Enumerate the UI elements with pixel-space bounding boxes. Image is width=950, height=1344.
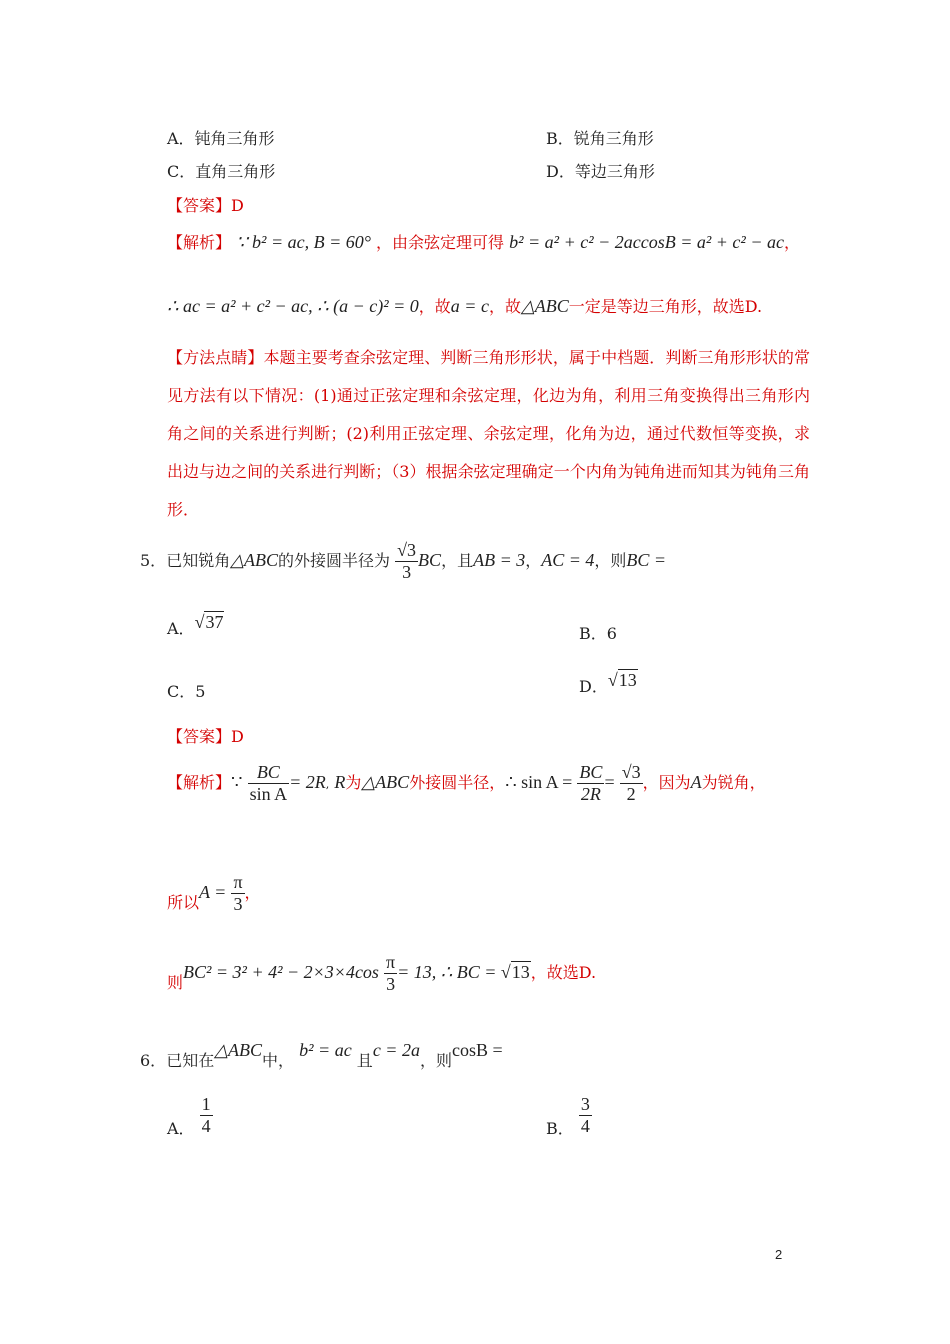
analysis-text: 为 [345,773,362,792]
result-formula: = 13, ∴ BC = [397,962,501,982]
option-label: A． [167,1119,195,1138]
option-fraction [200,1094,213,1137]
radius-fraction [395,540,418,583]
answer-value: D [231,727,244,746]
stem-text: 已知锐角 [166,551,231,570]
triangle-symbol: △ABC [520,296,569,316]
analysis-text: ，由余弦定理可得 [376,233,505,252]
radicand: 37 [205,612,224,632]
a-symbol: A [690,772,702,792]
a-equals: A = [199,882,227,902]
analysis-text: 外接圆半径， [409,773,506,792]
fraction-numerator: π [233,872,243,892]
q4-option-b: B．锐角三角形 [546,129,654,148]
stem-separator: ， [525,551,542,570]
q5-option-b: B．6 [579,624,617,643]
analysis-text: ，故 [418,297,451,316]
fraction-numerator: 1 [201,1094,211,1114]
premise-formula: ∵ b² = ac, B = 60° [236,232,371,252]
q5-analysis-line3 [167,952,596,995]
q4-option-c: C．直角三角形 [167,162,276,181]
condition-c-2a: c = 2a [372,1040,420,1060]
option-fraction [579,1094,592,1137]
q6-option-b [546,1094,592,1139]
q4-method-paragraph [167,339,810,529]
fraction-numerator: √3 [621,762,641,782]
subscript-comma: , [325,778,330,791]
answer-label: 【答案】 [167,727,232,746]
stem-text: 且 [356,1051,373,1070]
q5-option-c: C．5 [167,682,206,701]
cosine-law-formula: BC² = 3² + 4² − 2×3×4cos [183,962,379,982]
q4-analysis-line2 [167,294,762,317]
sqrt3-over-2-fraction [620,762,643,805]
analysis-text: ，因为 [642,773,691,792]
q5-option-d [579,670,638,697]
q5-stem [140,540,666,583]
sqrt-value: √13 [607,670,637,690]
fraction-denominator: 3 [233,894,243,914]
fraction-denominator: 4 [201,1116,211,1136]
q6-option-a [167,1094,213,1139]
bc-over-2r-fraction [577,762,604,805]
q4-option-d: D．等边三角形 [546,162,655,181]
derivation-formula: ∴ ac = a² + c² − ac, ∴ (a − c)² = 0 [167,296,419,316]
cosb-ask: cosB = [451,1040,503,1060]
fraction-denominator: 3 [402,562,412,582]
analysis-conclusion: ，故选D. [530,963,597,982]
fraction-numerator: π [386,952,396,972]
stem-text: ，则 [594,551,627,570]
fraction-denominator: 2 [626,784,636,804]
sqrt-value: √13 [500,962,530,982]
q5-analysis-line2 [167,872,261,915]
radius-bc: BC [418,550,442,570]
question-number: 5． [140,551,167,570]
analysis-text: 则 [167,973,184,992]
bc-ask: BC = [626,550,667,570]
equals-sign: = [604,772,615,792]
stem-text: ，且 [441,551,474,570]
analysis-label: 【解析】 [167,233,232,252]
q4-option-a: A．钝角三角形 [167,129,275,148]
q5-answer [167,724,244,747]
triangle-symbol: △ABC [230,550,279,570]
stem-text: ，则 [419,1051,452,1070]
fraction-numerator: √3 [397,540,417,560]
answer-label: 【答案】 [167,196,232,215]
fraction-denominator: 2R [580,784,601,804]
q5-option-a [167,612,224,639]
fraction-denominator: sin A [249,784,288,804]
fraction-denominator: 4 [580,1116,590,1136]
stem-text: 的外接圆半径为 [278,551,391,570]
analysis-comma: ， [783,233,800,252]
fraction-numerator: BC [579,762,603,782]
method-label: 【方法点睛】 [167,348,264,367]
radicand: 13 [511,962,530,982]
fraction-numerator: BC [248,762,290,784]
analysis-comma: ， [244,883,261,902]
fraction-denominator: 3 [386,974,396,994]
analysis-text: 所以 [167,893,200,912]
radicand: 13 [618,670,637,690]
q4-answer [167,193,244,216]
law-of-sines-fraction [248,762,290,805]
stem-text: 中， [262,1051,295,1070]
fraction-numerator: 3 [580,1094,590,1114]
equals-2r: = 2R [289,772,326,792]
option-label: A． [167,619,195,638]
answer-value: D [231,196,244,215]
triangle-symbol: △ABC [361,772,410,792]
ac-formula: AC = 4 [541,550,595,570]
page-number: 2 [775,1247,783,1262]
pi-over-3-fraction [384,952,397,995]
question-number: 6． [140,1051,167,1070]
analysis-text: 为锐角， [701,773,766,792]
option-label: D． [579,677,608,696]
condition-b-squared: b² = ac [299,1040,352,1060]
q6-stem [140,1040,503,1071]
analysis-label: 【解析】 [167,773,232,792]
ab-formula: AB = 3 [473,550,526,570]
option-label: B． [546,1119,574,1138]
cosine-law-formula: b² = a² + c² − 2accosB = a² + c² − ac [509,232,784,252]
equality-formula: a = c [450,296,489,316]
triangle-symbol: △ABC [214,1040,263,1060]
stem-text: 已知在 [166,1051,215,1070]
q5-analysis-line1 [167,762,766,805]
analysis-conclusion: 一定是等边三角形，故选D. [568,297,763,316]
sin-a-eq: ∴ sin A = [505,772,573,792]
analysis-text: ，故 [488,297,521,316]
r-symbol: R [334,772,346,792]
pi-over-3-fraction [231,872,244,915]
since-symbol: ∵ [231,772,243,792]
method-text: 本题主要考查余弦定理、判断三角形形状，属于中档题．判断三角形形状的常见方法有以下情况：(1)通过正弦定理和余弦定理，化边为角，利用三角变换得出三角形内角之间的关系进行判断；(2)利用正弦定理、余弦定理，化角为边，通过代数恒等变换，求出边与边之间的关系进行判断；（3）根据余弦定理确定一个内角为钝角进而知其为钝角三角形． [167,348,810,519]
q4-analysis-line1 [167,230,800,253]
sqrt-value: √37 [194,612,224,632]
